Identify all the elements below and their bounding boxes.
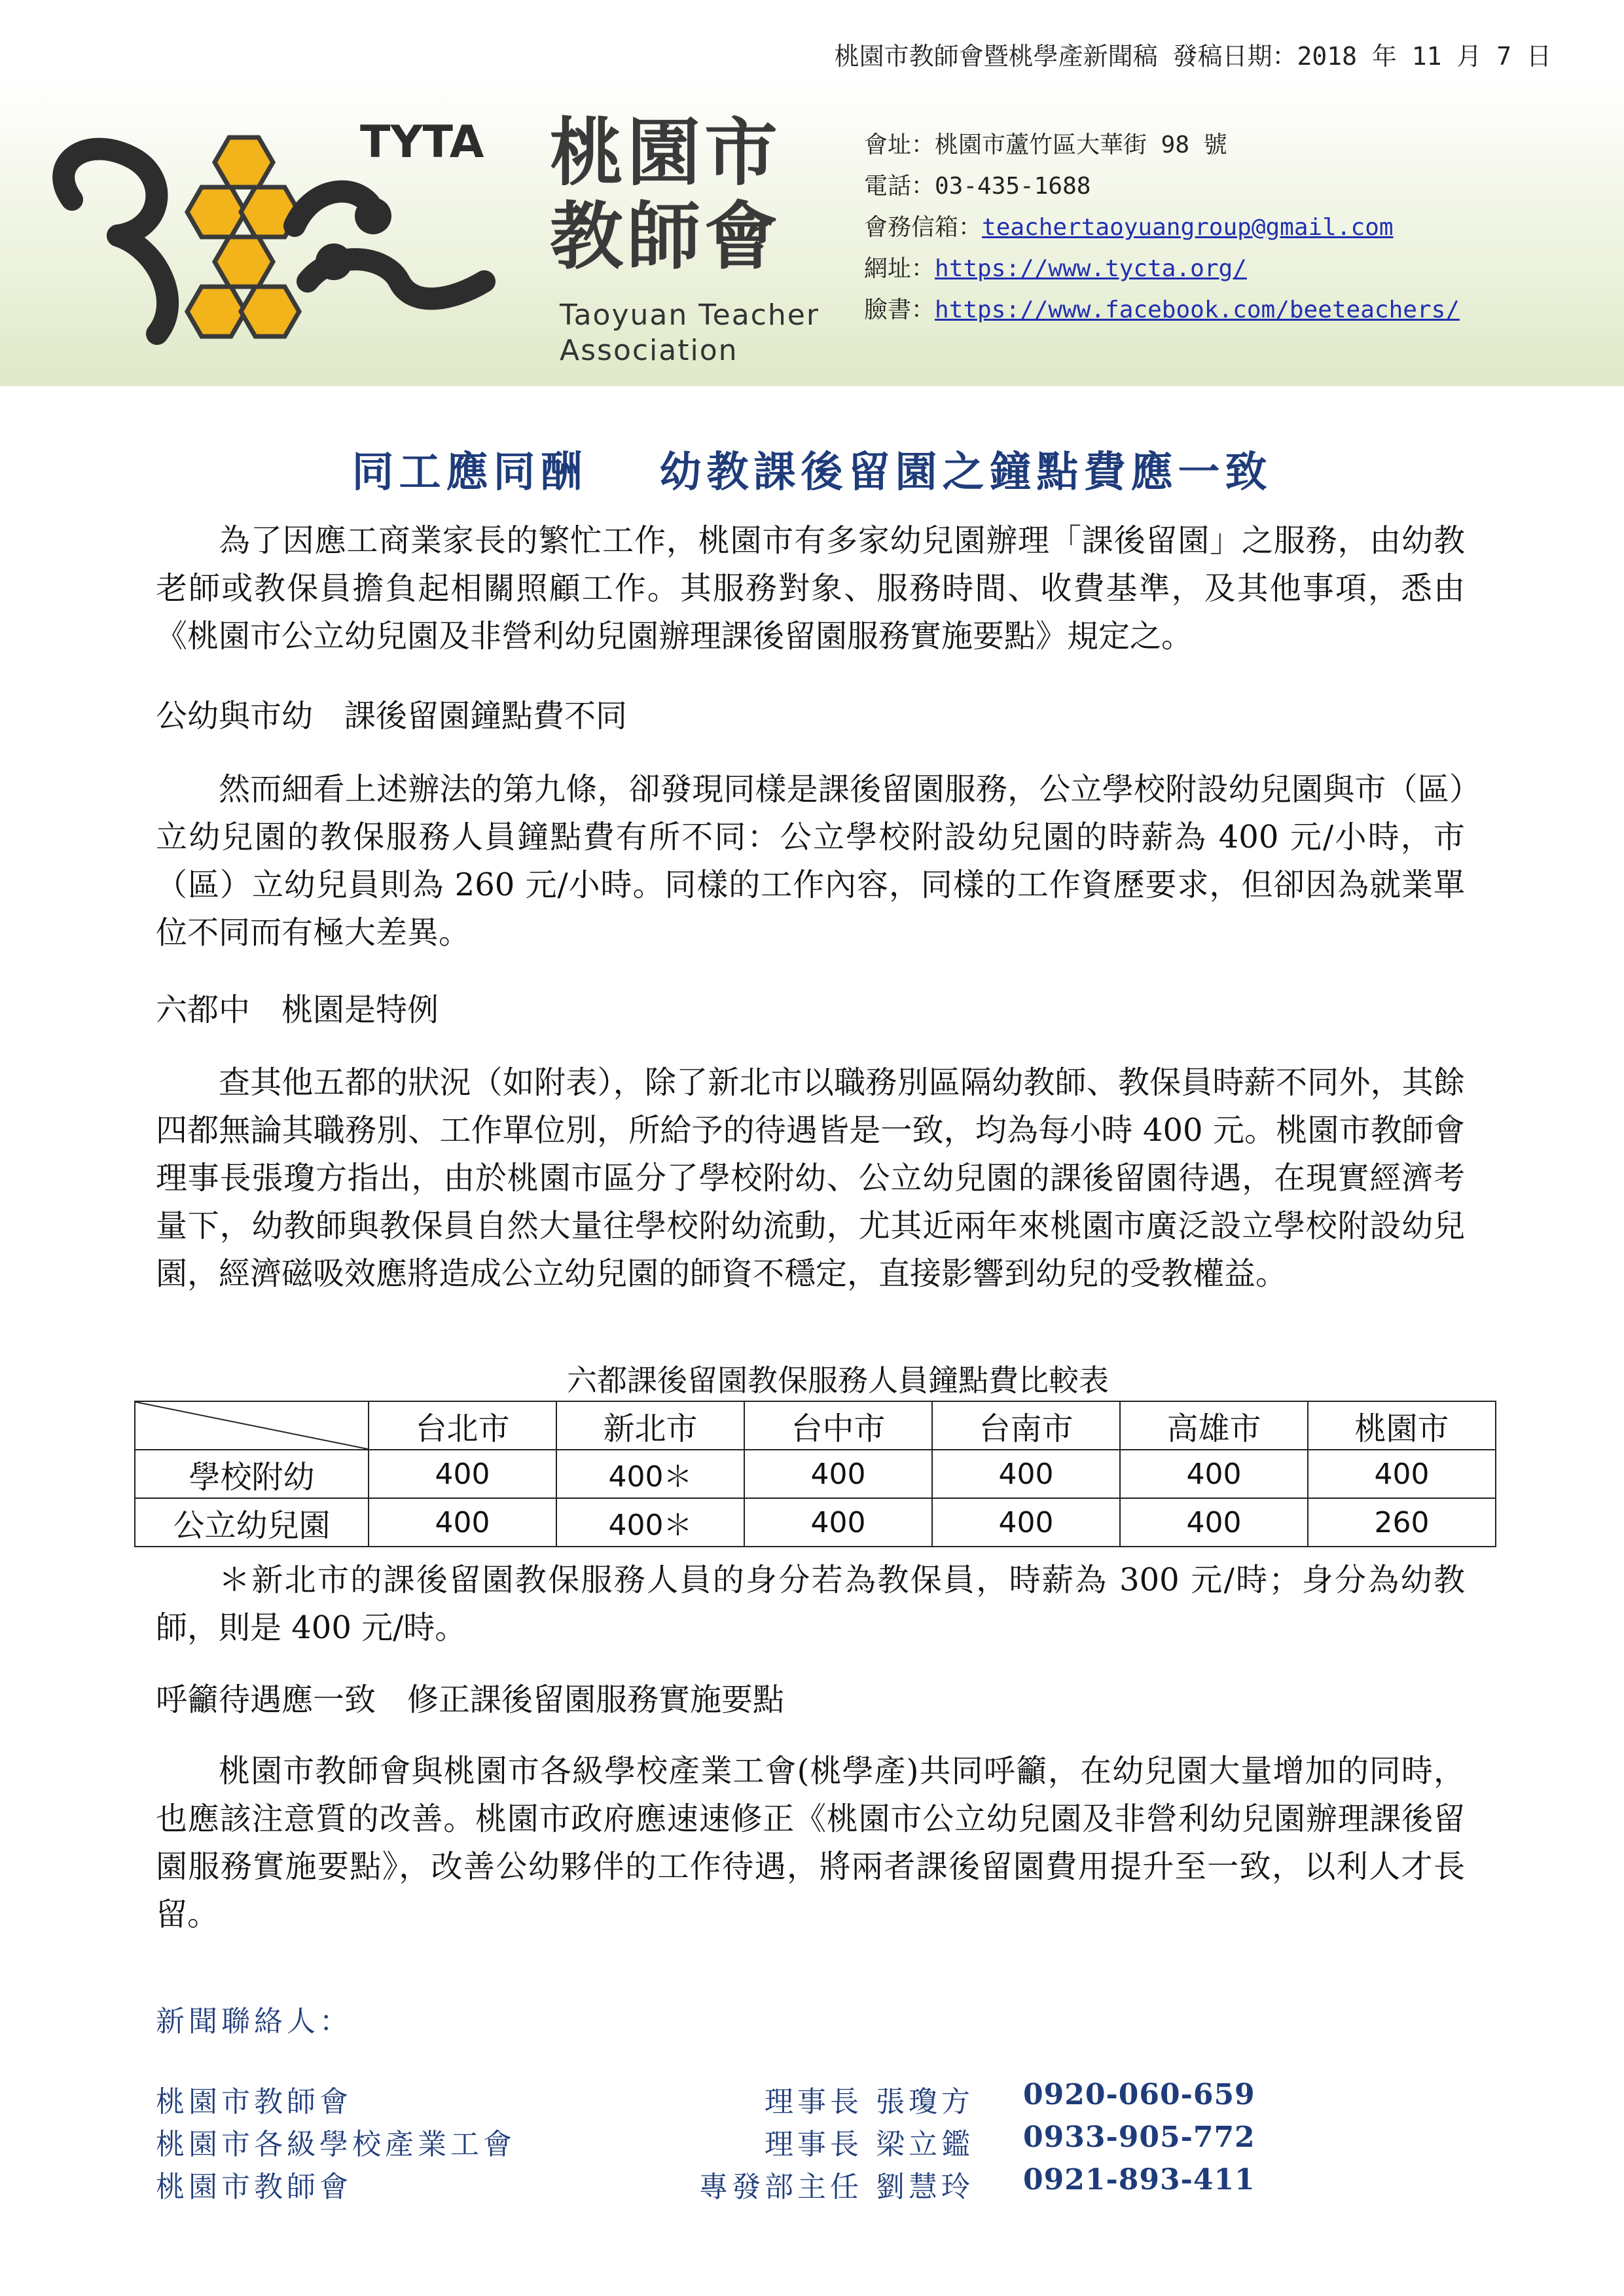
contact-org: 桃園市教師會	[156, 2170, 352, 2204]
email-link[interactable]: teachertaoyuangroup@gmail.com	[982, 214, 1394, 241]
title-part2: 幼教課後留園之鐘點費應一致	[659, 448, 1272, 497]
contact-role: 專發部主任	[699, 2170, 863, 2204]
contact-role: 理事長	[765, 2085, 863, 2119]
web-label: 網址：	[864, 255, 935, 282]
table-footnote: ＊新北市的課後留園教保服務人員的身分若為教保員，時薪為 300 元/時；身分為幼教師，則是 400 元/時。	[156, 1562, 1465, 1646]
table-cell: 400	[369, 1498, 556, 1547]
paragraph-section2: 查其他五都的狀況（如附表），除了新北市以職務別區隔幼教師、教保員時薪不同外，其餘四都無論其職務別、工作單位別，所給予的待遇皆是一致，均為每小時 400 元。桃園市教師會理事長張瓊方指出，由於桃園市區分了學校附幼、公立幼兒園的課後留園待遇，在現實經濟考量下，幼教師與教保員自然大量往學校附幼流動，尤其近兩年來桃園市廣泛設立學校附設幼兒園，經濟磁吸效應將造成公立幼兒園的師資不穩定，直接影響到幼兒的受教權益。	[156, 1064, 1465, 1292]
table-cell: 400	[932, 1450, 1120, 1498]
press-release-line: 桃園市教師會暨桃學產新聞稿 發稿日期：2018 年 11 月 7 日	[834, 42, 1551, 71]
heading-section2: 六都中 桃園是特例	[156, 992, 439, 1028]
press-contact-row	[156, 2121, 1399, 2162]
contact-phone: 0933-905-772	[1023, 2121, 1255, 2154]
table-col-header: 新北市	[556, 1401, 744, 1450]
email-label: 會務信箱：	[864, 214, 983, 241]
address: 會址：桃園市蘆竹區大華街 98 號	[864, 132, 1227, 158]
contact-phone: 0921-893-411	[1023, 2163, 1255, 2197]
press-contact-row	[156, 2163, 1399, 2205]
heading-section3: 呼籲待遇應一致 修正課後留園服務實施要點	[156, 1681, 785, 1718]
table-cell: 400＊	[556, 1498, 744, 1547]
phone: 電話：03-435-1688	[864, 173, 1091, 200]
facebook-link[interactable]: https://www.facebook.com/beeteachers/	[935, 296, 1460, 323]
press-contact-label: 新聞聯絡人：	[156, 2005, 352, 2038]
contact-phone: 0920-060-659	[1023, 2078, 1255, 2111]
contact-block	[864, 124, 1460, 331]
email-row	[864, 207, 1460, 248]
table-cell: 400＊	[556, 1450, 744, 1498]
document-title	[0, 439, 1624, 499]
org-name-line2: 教師會	[550, 194, 782, 279]
contact-role: 理事長	[765, 2128, 863, 2161]
table-cell: 400	[744, 1498, 932, 1547]
table-col-header: 台北市	[369, 1401, 556, 1450]
table-col-header: 桃園市	[1308, 1401, 1496, 1450]
table-cell: 400	[369, 1450, 556, 1498]
org-en-line1: Taoyuan Teacher	[560, 298, 820, 332]
paragraph-section3: 桃園市教師會與桃園市各級學校產業工會(桃學產)共同呼籲，在幼兒園大量增加的同時，也應該注意質的改善。桃園市政府應速速修正《桃園市公立幼兒園及非營利幼兒園辦理課後留園服務實施要點》，改善公幼夥伴的工作待遇，將兩者課後留園費用提升至一致，以利人才長留。	[156, 1753, 1465, 1933]
logo-text: TYTA	[360, 117, 484, 168]
logo-hexagon	[187, 287, 245, 336]
table-col-header: 台南市	[932, 1401, 1120, 1450]
contact-org: 桃園市教師會	[156, 2085, 352, 2119]
comparison-table	[134, 1401, 1496, 1547]
org-name	[550, 111, 782, 279]
table-caption: 六都課後留園教保服務人員鐘點費比較表	[567, 1363, 1109, 1398]
paragraph-intro: 為了因應工商業家長的繁忙工作，桃園市有多家幼兒園辦理「課後留園」之服務，由幼教老師或教保員擔負起相關照顧工作。其服務對象、服務時間、收費基準，及其他事項，悉由《桃園市公立幼兒園及非營利幼兒園辦理課後留園服務實施要點》規定之。	[156, 522, 1465, 655]
heading-section1: 公幼與市幼 課後留園鐘點費不同	[156, 698, 628, 734]
diagonal-line	[135, 1402, 368, 1449]
table-row-label: 學校附幼	[135, 1450, 369, 1498]
paragraph-section1: 然而細看上述辦法的第九條，卻發現同樣是課後留園服務，公立學校附設幼兒園與市（區）立幼兒園的教保服務人員鐘點費有所不同：公立學校附設幼兒園的時薪為 400 元/小時，市（區）立幼兒員則為 260 元/小時。同樣的工作內容，同樣的工作資歷要求，但卻因為就業單位不同而有極大差異。	[156, 771, 1465, 951]
title-part1: 同工應同酬	[352, 448, 588, 497]
org-name-line1: 桃園市	[550, 111, 782, 196]
facebook-label: 臉書：	[864, 296, 935, 323]
org-en-line2: Association	[560, 334, 738, 367]
table-row	[135, 1450, 1496, 1498]
contact-name: 梁立鑑	[876, 2128, 974, 2161]
contact-name: 劉慧玲	[876, 2170, 974, 2204]
logo-hexagon	[215, 137, 273, 187]
table-cell: 400	[1120, 1450, 1308, 1498]
table-cell: 400	[744, 1450, 932, 1498]
website-link[interactable]: https://www.tycta.org/	[935, 255, 1247, 282]
table-col-header: 台中市	[744, 1401, 932, 1450]
table-cell: 400	[1120, 1498, 1308, 1547]
contact-org: 桃園市各級學校產業工會	[156, 2128, 516, 2161]
logo-hexagon	[215, 237, 273, 287]
table-row-label: 公立幼兒園	[135, 1498, 369, 1547]
table-row	[135, 1498, 1496, 1547]
table-corner-cell	[135, 1401, 369, 1450]
contact-name: 張瓊方	[876, 2085, 974, 2119]
press-contact-row	[156, 2078, 1399, 2120]
facebook-row	[864, 289, 1460, 331]
table-cell: 260	[1308, 1498, 1496, 1547]
table-col-header: 高雄市	[1120, 1401, 1308, 1450]
table-header-row	[135, 1401, 1496, 1450]
logo-hexagon	[241, 287, 299, 336]
tyta-bee-logo	[33, 85, 530, 360]
table-cell: 400	[932, 1498, 1120, 1547]
logo-hexagon	[187, 187, 245, 237]
web-row	[864, 248, 1460, 289]
table-cell: 400	[1308, 1450, 1496, 1498]
org-english-name	[560, 298, 820, 368]
